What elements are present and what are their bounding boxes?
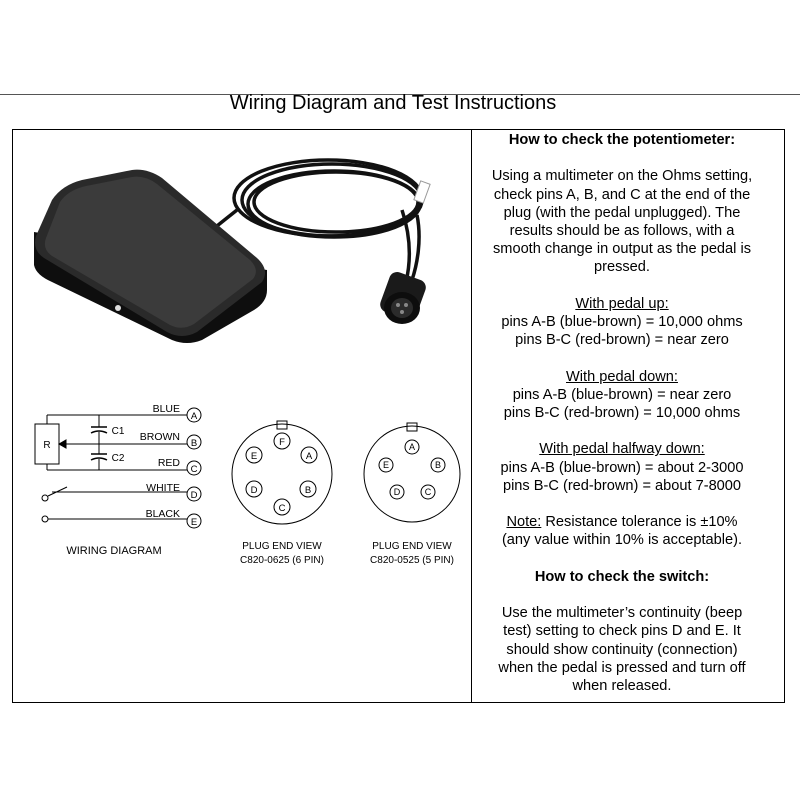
connector-image xyxy=(378,270,428,324)
switch-line: when released. xyxy=(572,677,672,694)
pedal-halfway-ab: pins A-B (blue-brown) = about 2-3000 xyxy=(500,459,744,476)
plug5-caption-title: PLUG END VIEW xyxy=(372,541,452,552)
plug6-pin-a: A xyxy=(305,451,313,462)
pedal-down-bc: pins B-C (red-brown) = 10,000 ohms xyxy=(503,405,741,421)
wire-label-black: BLACK xyxy=(145,508,180,520)
note-text: Resistance tolerance is ±10% xyxy=(541,514,738,531)
resistor-label: R xyxy=(43,440,51,451)
pedal-body-image xyxy=(34,170,267,343)
wiring-pin-d: D xyxy=(190,490,198,501)
intro-line: smooth change in output as the pedal is xyxy=(493,241,751,258)
plug6-pin-e: E xyxy=(250,451,258,462)
document-title: Wiring Diagram and Test Instructions xyxy=(229,92,557,114)
wiring-pin-e: E xyxy=(190,517,198,528)
wiring-diagram-caption: WIRING DIAGRAM xyxy=(66,545,162,557)
wire-label-blue: BLUE xyxy=(152,403,180,415)
plug5-pin-e: E xyxy=(382,460,390,470)
switch-line: when the pedal is pressed and turn off xyxy=(498,659,746,676)
tolerance-note xyxy=(472,513,772,531)
plug5-pin-b: B xyxy=(434,460,442,470)
plug6-caption-title: PLUG END VIEW xyxy=(242,541,322,552)
plug5-pin-a: A xyxy=(408,442,416,452)
plug5-caption-part: C820-0525 (5 PIN) xyxy=(370,555,454,566)
wiring-pin-b: B xyxy=(190,438,198,449)
pedal-halfway-heading: With pedal halfway down: xyxy=(539,441,705,458)
instructions-column xyxy=(472,131,772,695)
switch-line: should show continuity (connection) xyxy=(506,641,738,658)
switch-heading: How to check the switch: xyxy=(534,568,710,585)
wiring-diagram xyxy=(22,395,222,565)
c2-label: C2 xyxy=(111,453,125,464)
plug-5pin-diagram xyxy=(350,410,470,575)
plug-6pin-diagram xyxy=(222,410,342,575)
plug6-pin-f: F xyxy=(279,437,285,448)
wire-label-white: WHITE xyxy=(146,482,180,494)
c1-label: C1 xyxy=(111,426,125,437)
wiring-pin-c: C xyxy=(190,464,198,475)
pedal-halfway-bc: pins B-C (red-brown) = about 7-8000 xyxy=(502,477,742,494)
wiring-pin-a: A xyxy=(190,411,198,422)
potentiometer-heading: How to check the potentiometer: xyxy=(508,132,736,148)
pedal-down-heading: With pedal down: xyxy=(566,368,678,385)
pedal-up-bc: pins B-C (red-brown) = near zero xyxy=(515,332,729,349)
intro-line: results should be as follows, with a xyxy=(509,223,735,239)
pedal-up-heading: With pedal up: xyxy=(575,295,669,312)
switch-line: test) setting to check pins D and E. It xyxy=(503,623,741,640)
tolerance-note-line2: (any value within 10% is acceptable). xyxy=(501,532,743,549)
plug6-pin-b: B xyxy=(304,485,312,496)
wire-label-brown: BROWN xyxy=(139,431,180,443)
pedal-up-ab: pins A-B (blue-brown) = 10,000 ohms xyxy=(501,314,743,330)
plug5-pin-d: D xyxy=(393,487,401,497)
plug6-caption-part: C820-0625 (6 PIN) xyxy=(240,555,324,566)
note-label: Note: xyxy=(506,514,542,531)
intro-line: check pins A, B, and C at the end of the xyxy=(493,186,751,203)
switch-line: Use the multimeter’s continuity (beep xyxy=(501,605,743,622)
intro-line: Using a multimeter on the Ohms setting, xyxy=(491,168,753,185)
intro-line: plug (with the pedal unplugged). The xyxy=(503,204,741,221)
pedal-down-ab: pins A-B (blue-brown) = near zero xyxy=(512,386,732,403)
intro-line: pressed. xyxy=(594,259,650,276)
plug6-pin-c: C xyxy=(278,503,286,514)
plug6-pin-d: D xyxy=(250,485,258,496)
plug5-pin-c: C xyxy=(424,487,432,497)
foot-pedal-photo xyxy=(22,140,462,360)
wire-label-red: RED xyxy=(157,457,180,469)
